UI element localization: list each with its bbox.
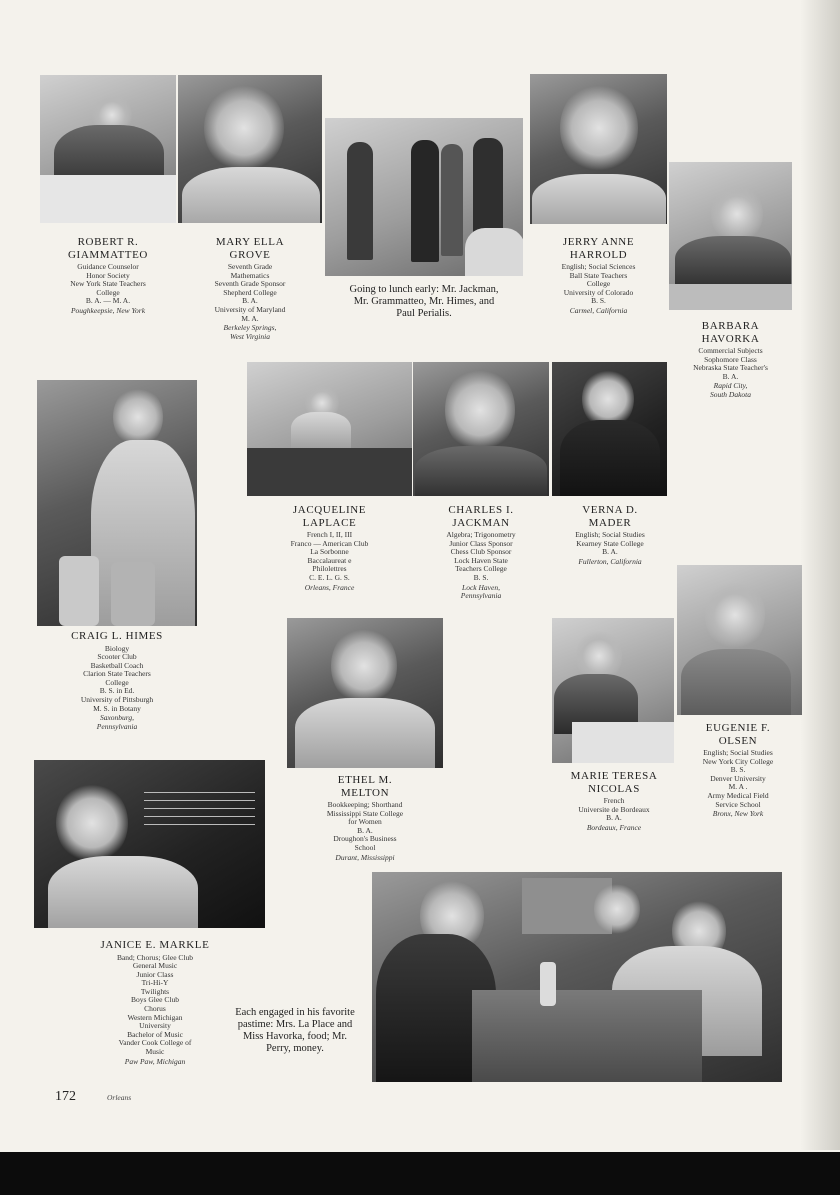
detail-line: Denver University [710, 773, 766, 783]
hometown: West Virginia [230, 331, 270, 341]
detail-line: Band; Chorus; Glee Club [116, 952, 194, 962]
photo-havorka [669, 162, 792, 310]
person-name: MARIE TERESA [570, 770, 658, 782]
hometown: Pennsylvania [96, 721, 138, 731]
person-name: JANICE E. MARKLE [100, 939, 210, 951]
detail-line: New York State Teachers [70, 279, 146, 289]
photo-olsen [677, 565, 802, 715]
caption-harrold [530, 236, 667, 316]
detail-line: Universite de Bordeaux [578, 804, 650, 814]
detail-line: Algebra; Trigonometry [446, 530, 516, 539]
detail-line: Tri-Hi-Y [141, 978, 169, 988]
detail-line: French I, II, III [306, 530, 353, 539]
person-name: ROBERT R. [77, 236, 139, 248]
person-name: NICOLAS [588, 782, 640, 795]
detail-line: English; Social Studies [575, 530, 645, 539]
detail-line: Seventh Grade [227, 262, 273, 271]
detail-line: B. S. [730, 765, 746, 775]
caption-himes [37, 630, 197, 731]
footer-word: Orleans [107, 1093, 132, 1102]
detail-line: Scooter Club [97, 652, 137, 662]
detail-line: Boys Glee Club [131, 995, 179, 1005]
detail-line: B. S. [591, 296, 606, 306]
detail-line: Kearney State College [576, 538, 644, 548]
person-name: VERNA D. [582, 504, 638, 516]
photo-laplace [247, 362, 412, 496]
note-line: Each engaged in his favorite [235, 1007, 355, 1018]
photo-markle [34, 760, 265, 928]
photo-melton [287, 618, 443, 768]
person-name: GROVE [229, 248, 271, 261]
detail-line: English; Social Studies [703, 748, 773, 757]
detail-line: B. S. [473, 572, 489, 582]
page-number: 172 [55, 1089, 76, 1104]
detail-line: Sophomore Class [704, 354, 757, 364]
caption-mader [540, 504, 680, 566]
detail-line: Biology [104, 643, 130, 653]
person-name: GIAMMATTEO [68, 248, 148, 261]
detail-line: M. S. in Botany [93, 703, 141, 713]
photo-jackman [413, 362, 549, 496]
hometown: Durant, Mississippi [335, 852, 395, 862]
detail-line: University [139, 1021, 171, 1031]
detail-line: Western Michigan [127, 1012, 183, 1022]
hometown: Orleans, France [304, 582, 355, 592]
hometown: Carmel, California [569, 305, 628, 315]
lunch-caption [325, 284, 523, 320]
hometown: South Dakota [709, 389, 752, 399]
detail-line: B. A. — M. A. [85, 296, 131, 306]
detail-line: B. S. in Ed. [99, 686, 135, 696]
detail-line: Commercial Subjects [698, 346, 763, 355]
detail-line: Junior Class [136, 969, 174, 979]
detail-line: Bachelor of Music [127, 1029, 183, 1039]
detail-line: New York City College [702, 756, 774, 766]
person-name: BARBARA [701, 320, 760, 332]
detail-line: Junior Class Sponsor [449, 538, 513, 548]
person-name: JACKMAN [452, 516, 510, 529]
detail-line: Seventh Grade Sponsor [214, 279, 286, 289]
person-name: ETHEL M. [337, 774, 393, 786]
detail-line: University of Colorado [563, 287, 634, 297]
detail-line: Franco — American Club [290, 538, 369, 548]
person-name: CHARLES I. [448, 504, 514, 516]
person-name: MADER [588, 516, 632, 529]
detail-line: Guidance Counselor [77, 262, 139, 271]
photo-mader [552, 362, 667, 496]
caption-havorka [669, 320, 792, 400]
detail-line: Basketball Coach [90, 660, 144, 670]
detail-line: College [586, 279, 611, 289]
caption-giammatteo [40, 236, 176, 316]
detail-line: University of Maryland [214, 304, 286, 314]
photo-lunch-group [325, 118, 523, 276]
detail-line: Chess Club Sponsor [450, 547, 512, 557]
detail-line: University of Pittsburgh [80, 695, 154, 705]
note-line: Going to lunch early: Mr. Jackman, [349, 284, 499, 295]
caption-laplace [247, 504, 412, 592]
detail-line: College [96, 287, 120, 297]
detail-line: M. A . [728, 782, 748, 792]
hometown: Berkeley Springs, [223, 323, 277, 333]
hometown: Saxonburg, [99, 713, 135, 723]
person-name: LAPLACE [302, 516, 357, 529]
hometown: Paw Paw, Michigan [124, 1056, 186, 1066]
detail-line: Mathematics [230, 270, 270, 280]
detail-line: Bookkeeping; Shorthand [327, 800, 403, 809]
caption-jackman [413, 504, 549, 601]
detail-line: La Sorbonne [310, 547, 349, 557]
hometown: Bordeaux, France [586, 822, 642, 832]
pastime-caption [222, 1007, 368, 1055]
person-name: HARROLD [569, 248, 628, 261]
person-name: HAVORKA [701, 332, 760, 345]
detail-line: College [105, 677, 129, 687]
person-name: OLSEN [718, 734, 758, 747]
detail-line: Honor Society [86, 270, 130, 280]
person-name: JERRY ANNE [562, 236, 635, 248]
detail-line: Droughon's Business [333, 834, 397, 844]
person-name: MARY ELLA [215, 236, 285, 248]
photo-giammatteo [40, 75, 176, 223]
photo-nicolas [552, 618, 674, 763]
detail-line: Mississippi State College [326, 808, 404, 818]
detail-line: Shepherd College [223, 287, 277, 297]
hometown: Poughkeepsie, New York [70, 305, 146, 315]
detail-line: Philolettres [312, 564, 347, 574]
detail-line: French [603, 796, 625, 805]
person-name: MELTON [340, 786, 390, 799]
photo-harrold [530, 74, 667, 224]
caption-olsen [672, 722, 804, 819]
photo-grove [178, 75, 322, 223]
photo-pastime-group [372, 872, 782, 1082]
hometown: Pennsylvania [460, 591, 502, 601]
note-line: Mr. Grammatteo, Mr. Himes, and [353, 296, 495, 307]
detail-line: C. E. L. G. S. [309, 572, 350, 582]
detail-line: Twilights [140, 986, 170, 996]
detail-line: General Music [132, 961, 178, 971]
detail-line: B. A. [602, 547, 618, 557]
hometown: Rapid City, [713, 381, 748, 391]
scan-bottom-band [0, 1152, 840, 1195]
caption-melton [287, 774, 443, 862]
caption-grove [178, 236, 322, 341]
detail-line: B. A. [242, 296, 258, 306]
detail-line: B. A. [606, 813, 622, 823]
detail-line: Army Medical Field [707, 790, 769, 800]
detail-line: English; Social Sciences [561, 262, 636, 271]
person-name: CRAIG L. HIMES [71, 630, 163, 642]
note-line: Miss Havorka, food; Mr. [242, 1031, 348, 1042]
detail-line: Chorus [144, 1004, 166, 1014]
detail-line: Clarion State Teachers [83, 669, 151, 679]
detail-line: B. A. [722, 371, 739, 381]
detail-line: Ball State Teachers [569, 270, 628, 280]
photo-himes [37, 380, 197, 626]
detail-line: School [354, 842, 376, 852]
detail-line: Lock Haven State [454, 555, 508, 565]
detail-line: Vander Cook College of [118, 1038, 192, 1048]
person-name: EUGENIE F. [705, 722, 771, 734]
caption-nicolas [540, 770, 688, 832]
hometown: Lock Haven, [462, 582, 500, 592]
detail-line: Baccalaureat e [307, 555, 352, 565]
note-line: pastime: Mrs. La Place and [237, 1019, 353, 1030]
hometown: Bronx, New York [712, 809, 764, 819]
detail-line: Nebraska State Teacher's [693, 363, 768, 373]
hometown: Fullerton, California [578, 556, 642, 566]
note-line: Perry, money. [266, 1043, 324, 1054]
detail-line: B. A. [357, 825, 373, 835]
detail-line: Music [145, 1047, 165, 1057]
person-name: JACQUELINE [292, 504, 367, 516]
detail-line: Teachers College [455, 564, 507, 574]
detail-line: M. A. [241, 313, 259, 323]
note-line: Paul Perialis. [396, 308, 452, 319]
detail-line: Service School [715, 799, 761, 809]
detail-line: for Women [348, 817, 382, 827]
page-edge-shadow [800, 0, 840, 1150]
